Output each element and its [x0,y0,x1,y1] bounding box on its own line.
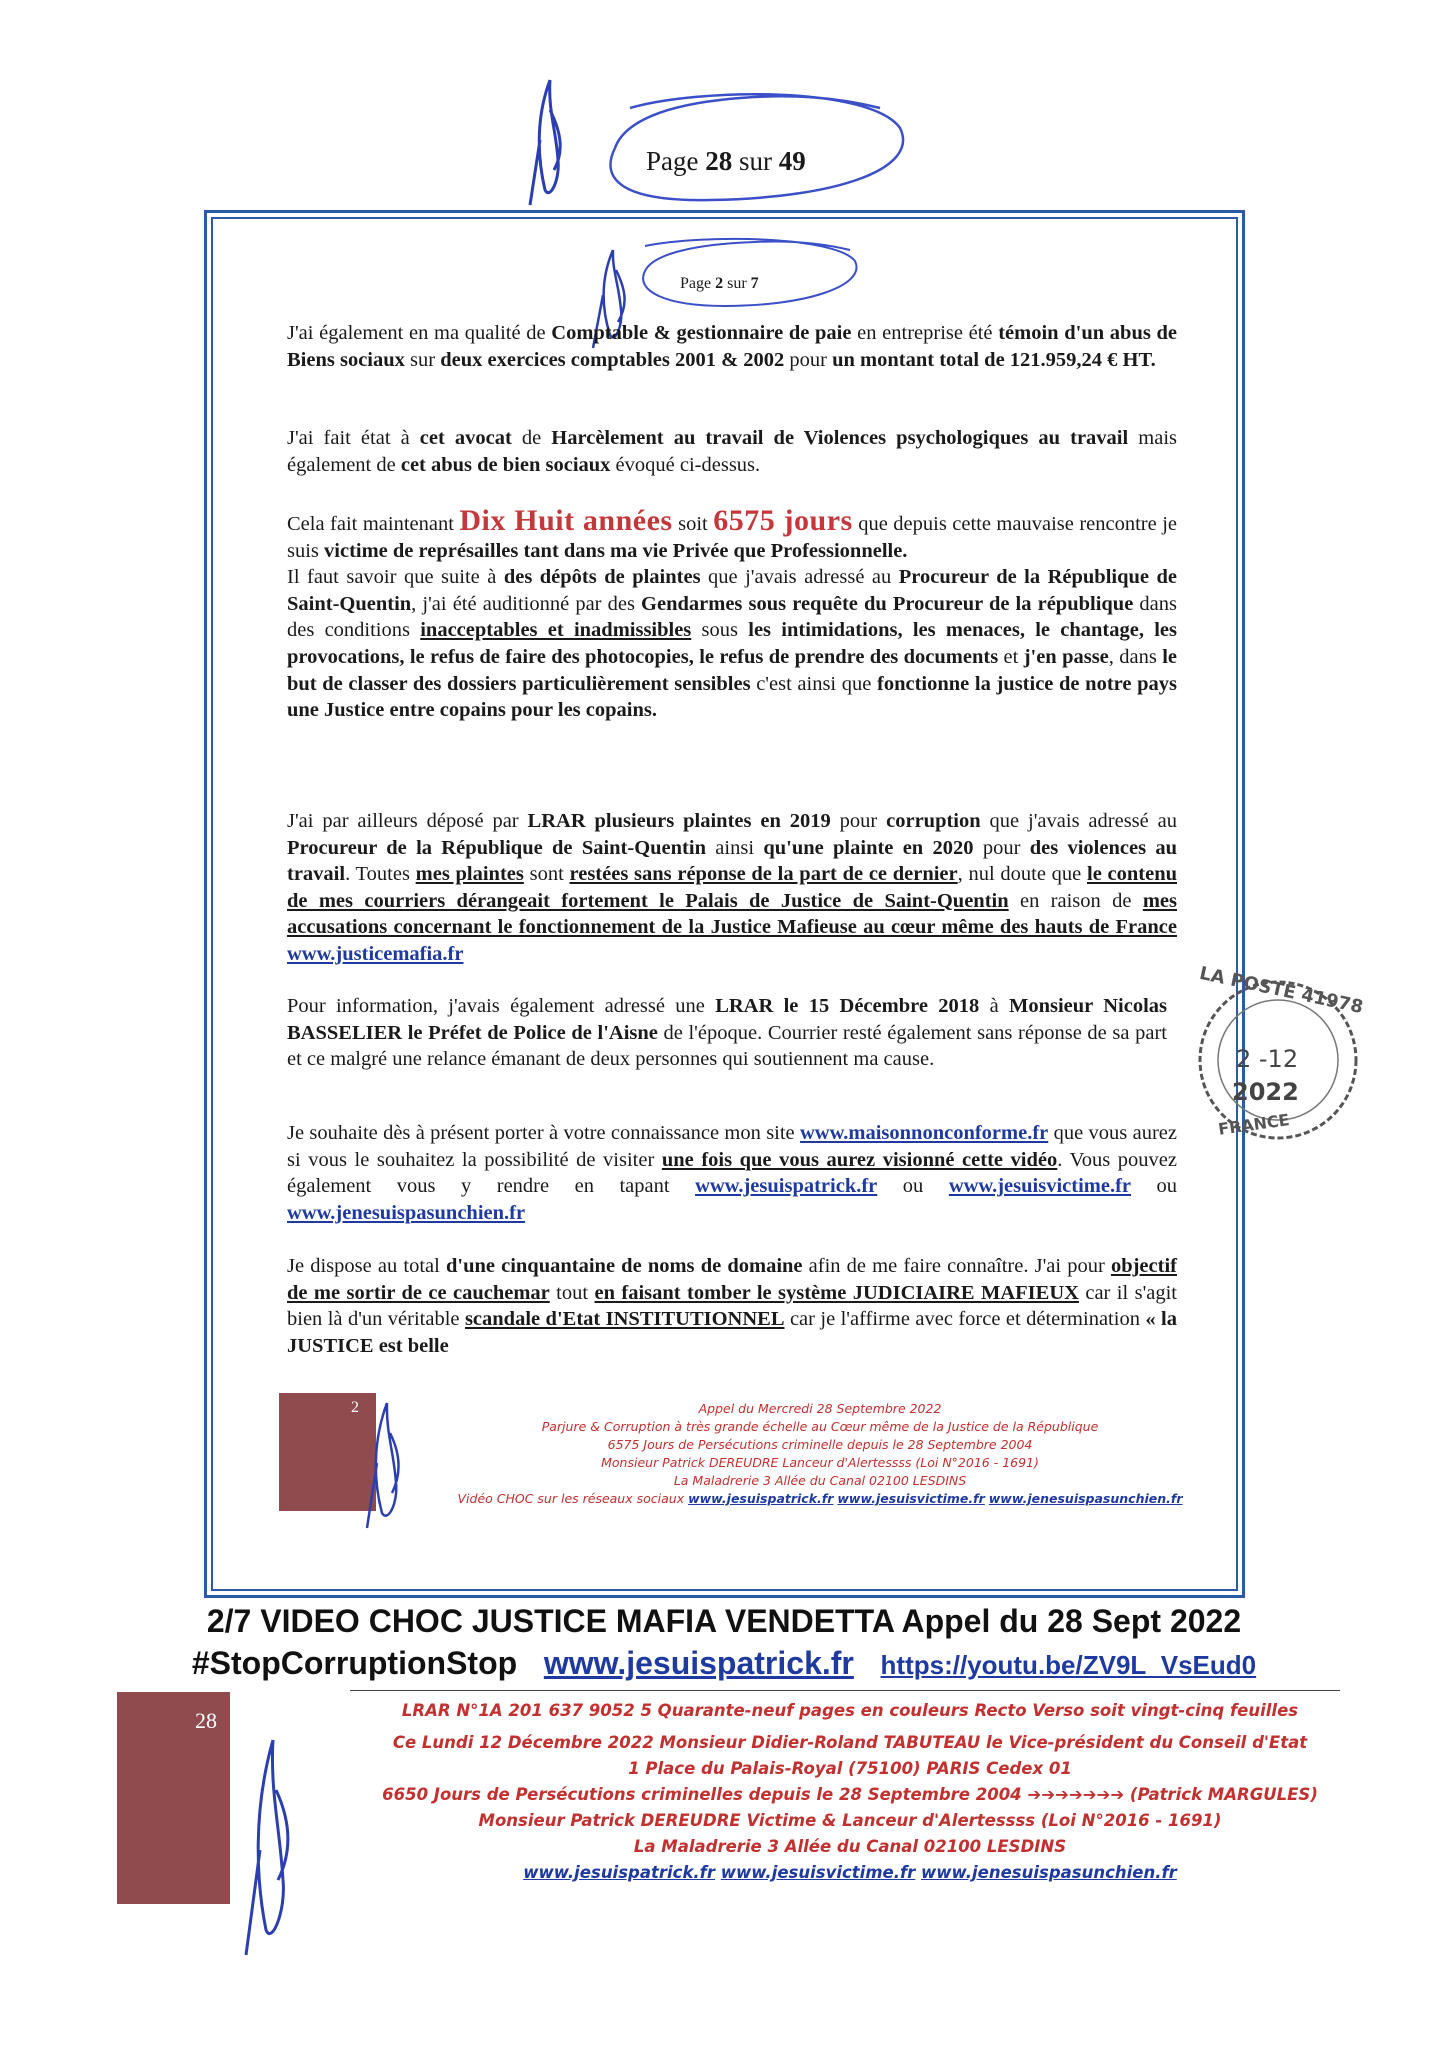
p4-text-8: c'est ainsi que [750,672,877,695]
p8-text-1: Je dispose au total [287,1255,446,1277]
outer-footer-line-3: 1 Place du Palais-Royal (75100) PARIS Cedex 01 [628,1759,1072,1778]
outer-marker-number: 28 [195,1708,217,1733]
p4-bold-7: fonctionne la justice de notre pays une Justice entre copains pour les copains. [287,672,1177,722]
p1-bold-3: deux exercices comptables 2001 & 2002 [440,348,785,371]
p5-text-1: J'ai par ailleurs déposé par [287,810,528,832]
p1-text-2: en entreprise été [851,322,999,344]
outer-footer-link-1[interactable]: www.jesuispatrick.fr [523,1863,715,1882]
p8-underline-2: en faisant tomber le système JUDICIAIRE MAFIEUX [594,1281,1079,1304]
stamp-date: 2 -12 [1236,1045,1299,1073]
paragraph-5 [287,808,1177,968]
inner-marker-number: 2 [351,1399,359,1416]
outer-page-marker [117,1692,230,1904]
p6-text-2: à [979,995,1009,1017]
inner-footer-prefix: Vidéo CHOC sur les réseaux sociaux [457,1491,689,1506]
p5-text-6: . Toutes [345,863,416,886]
p8-text-5: car je l'affirme avec force et détermination [784,1308,1146,1331]
jesuisvictime-link[interactable]: www.jesuisvictime.fr [948,1175,1131,1198]
inner-page-current: 2 [715,275,724,292]
outer-page-current: 28 [705,146,733,176]
p4-bold-6: le but de classer des dossiers particulièrement sensibles [287,645,1177,695]
maisonnonconforme-link[interactable]: www.maisonnonconforme.fr [800,1122,1049,1144]
paragraph-7 [287,1120,1177,1226]
outer-footer-rule [350,1690,1340,1691]
signature-bottom [238,1730,308,1960]
inner-page-total: 7 [750,275,759,292]
p5-bold-1: LRAR plusieurs plaintes en 2019 [527,810,831,832]
p2-text-3: mais également de [287,427,1177,476]
inner-page-sur: sur [727,275,747,292]
p4-bold-2: Procureur de la République de Saint-Quentin [287,566,1177,615]
p3-text-1: Cela fait maintenant [287,513,460,535]
p3-text-2: soit [672,513,714,535]
p8-text-2: afin de me faire connaître. J'ai pour [802,1255,1111,1277]
stamp-country: FRANCE [1217,1110,1291,1139]
banner-links [100,1645,1348,1682]
outer-page-total: 49 [778,146,806,176]
p1-bold-1: Comptable & gestionnaire de paie [551,322,852,344]
inner-footer-link-3[interactable]: www.jenesuispasunchien.fr [988,1491,1183,1506]
banner-title: 2/7 VIDEO CHOC JUSTICE MAFIA VENDETTA Appel du 28 Sept 2022 [206,1603,1242,1639]
p5-underline-3: le contenu de mes courriers dérangeait fortement le Palais de Justice de Saint-Quentin [287,863,1177,912]
inner-page-label: Page [680,275,712,292]
p6-bold-2: Monsieur Nicolas BASSELIER le Préfet de Police de l'Aisne [287,995,1167,1044]
p8-bold-1: d'une cinquantaine de noms de domaine [445,1255,803,1277]
p7-text-1: Je souhaite dès à présent porter à votre connaissance mon site [287,1122,800,1144]
inner-footer-line-6 [440,1490,1200,1508]
inner-footer-line-2: Parjure & Corruption à très grande échelle au Cœur même de la Justice de la République [541,1419,1099,1434]
paragraph-6 [287,993,1167,1073]
inner-footer-line-3: 6575 Jours de Persécutions criminelle depuis le 28 Septembre 2004 [607,1437,1033,1452]
signature-inner-footer [362,1393,422,1533]
p4-text-1: Il faut savoir que suite à [287,566,504,589]
p5-underline-1: mes plaintes [415,863,524,886]
p6-text-3: de l'époque. Courrier resté également sans réponse de sa part et ce malgré une relance émanant de deux personnes qui soutiennent ma cause. [287,1021,1167,1071]
p5-text-4: ainsi [706,836,764,859]
p2-bold-2: Harcèlement au travail de Violences psychologiques au travail [551,427,1129,449]
p4-text-7: , dans [1108,645,1163,668]
signature-top [520,70,580,210]
p4-text-2: que j'avais adressé au [700,566,899,589]
outer-footer-line-1: LRAR N°1A 201 637 9052 5 Quarante-neuf pages en couleurs Recto Verso soit vingt-cinq feuilles [401,1701,1299,1720]
p7-underline-1: une fois que vous aurez visionné cette vidéo [661,1148,1058,1171]
p5-bold-5: des violences au travail [287,836,1178,886]
p5-bold-2: corruption [886,810,981,832]
p3-bold-1: victime de représailles tant dans ma vie Privée que Professionnelle. [324,539,908,562]
paragraph-8 [287,1253,1177,1359]
p6-bold-1: LRAR le 15 Décembre 2018 [715,995,980,1017]
outer-footer [320,1698,1380,1886]
p7-text-4: ou [877,1175,949,1198]
p4-bold-3: Gendarmes sous requête du Procureur de la république [641,592,1134,615]
p1-bold-2: témoin d'un abus de Biens sociaux [287,322,1177,371]
inner-footer-link-1[interactable]: www.jesuispatrick.fr [688,1491,834,1506]
p3-red-days: 6575 jours [713,504,853,537]
p5-bold-3: Procureur de la République de Saint-Quentin [287,836,706,859]
outer-footer-line-2: Ce Lundi 12 Décembre 2022 Monsieur Didier-Roland TABUTEAU le Vice-président du Conseil d'Etat [392,1733,1308,1752]
p5-text-7: sont [523,863,570,886]
outer-page-number [646,146,806,177]
paragraph-1 [287,320,1177,373]
p4-bold-1: des dépôts de plaintes [503,566,701,589]
outer-footer-link-3[interactable]: www.jenesuispasunchien.fr [921,1863,1177,1882]
p8-text-3: tout [549,1281,595,1304]
inner-footer [440,1400,1200,1508]
p4-text-6: et [998,645,1024,668]
p5-text-3: que j'avais adressé au [980,810,1177,832]
p2-text-4: évoqué ci-dessus. [610,453,761,476]
jenesuispasunchien-link[interactable]: www.jenesuispasunchien.fr [287,1201,526,1224]
p7-text-5: ou [1131,1175,1178,1198]
stamp-top-text: LA POSTE 41978 [1197,962,1365,1019]
p3-text-3: que depuis cette mauvaise rencontre je suis [287,513,1177,562]
p7-text-2: que vous aurez si vous le souhaitez la possibilité de visiter [287,1122,1177,1171]
p1-bold-4: un montant total de 121.959,24 € HT. [832,348,1156,371]
p8-underline-1: objectif de me sortir de ce cauchemar [287,1255,1177,1304]
p1-text-3: sur [404,348,441,371]
p6-text-1: Pour information, j'avais également adressé une [287,995,716,1017]
p5-text-9: en raison de [1008,889,1143,912]
inner-footer-line-1: Appel du Mercredi 28 Septembre 2022 [698,1401,942,1416]
outer-page-sur: sur [738,146,772,176]
p2-text-1: J'ai fait état à [287,427,420,449]
outer-page-label: Page [646,146,699,176]
p4-underline-1: inacceptables et inadmissibles [420,619,692,642]
outer-footer-link-2[interactable]: www.jesuisvictime.fr [720,1863,916,1882]
p4-text-4: dans des conditions [287,592,1177,642]
inner-footer-line-4: Monsieur Patrick DEREUDRE Lanceur d'Alertessss (Loi N°2016 - 1691) [601,1455,1039,1470]
p1-text-1: J'ai également en ma qualité de [287,322,552,344]
p4-text-5: sous [691,619,749,642]
p8-text-4: car il s'agit bien là d'un véritable [287,1281,1177,1331]
p5-bold-4: qu'une plainte en 2020 [763,836,974,859]
banner-site-link[interactable]: www.jesuispatrick.fr [543,1645,854,1681]
inner-footer-link-2[interactable]: www.jesuisvictime.fr [837,1491,985,1506]
p5-text-2: pour [830,810,887,832]
outer-footer-line-5: Monsieur Patrick DEREUDRE Victime & Lanceur d'Alertessss (Loi N°2016 - 1691) [478,1811,1222,1830]
p1-text-4: pour [784,348,833,371]
p5-text-5: pour [973,836,1030,859]
p5-text-8: , nul doute que [957,863,1087,886]
p5-underline-4: mes accusations concernant le fonctionnement de la Justice Mafieuse au cœur même des hauts de France [287,889,1178,939]
youtube-link[interactable]: https://youtu.be/ZV9L_VsEud0 [880,1650,1257,1680]
p4-bold-4: les intimidations, les menaces, le chantage, les provocations, le refus de faire des photocopies, le refus de prendre des documents [287,619,1177,668]
p2-bold-1: cet avocat [419,427,512,449]
outer-footer-line-4: 6650 Jours de Persécutions criminelles depuis le 28 Septembre 2004 ➔➔➔➔➔➔➔ (Patrick MARGULES) [382,1785,1318,1804]
inner-page-number [680,275,759,293]
outer-footer-links [320,1860,1380,1886]
paragraph-2 [287,425,1177,478]
jesuispatrick-link[interactable]: www.jesuispatrick.fr [695,1175,878,1198]
p8-bold-2: « la JUSTICE est belle [287,1308,1177,1357]
p3-red-years: Dix Huit années [459,504,673,537]
stamp-year: 2022 [1232,1078,1299,1106]
paragraph-3 [287,504,1177,724]
hashtag: #StopCorruptionStop [191,1645,518,1681]
p5-underline-2: restées sans réponse de la part de ce dernier [569,863,958,886]
justicemafia-link[interactable]: www.justicemafia.fr [287,942,464,965]
inner-footer-line-5: La Maladrerie 3 Allée du Canal 02100 LESDINS [673,1473,967,1488]
p4-bold-5: j'en passe [1023,645,1109,668]
p2-bold-3: cet abus de bien sociaux [400,453,611,476]
p8-underline-3: scandale d'Etat INSTITUTIONNEL [464,1308,785,1331]
outer-footer-line-6: La Maladrerie 3 Allée du Canal 02100 LESDINS [633,1837,1067,1856]
p7-text-3: . Vous pouvez également vous y rendre en tapant [287,1148,1177,1198]
p4-text-3: , j'ai été auditionné par des [411,592,642,615]
p2-text-2: de [511,427,552,449]
